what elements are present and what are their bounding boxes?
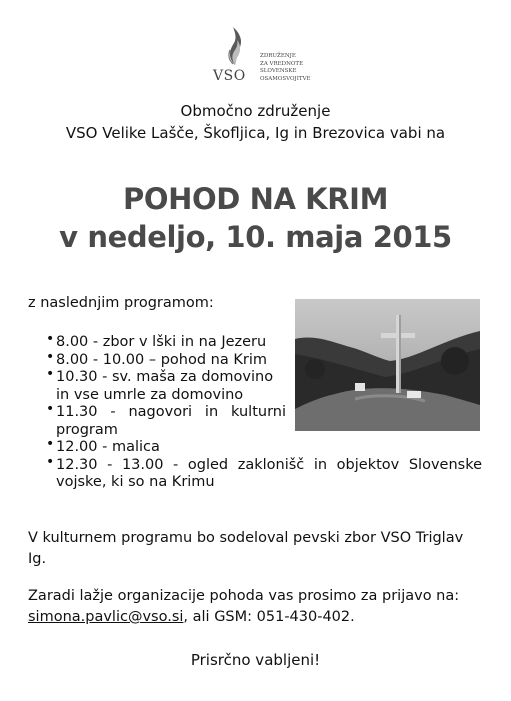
registration-paragraph <box>28 586 483 628</box>
list-item: • 8.00 - zbor v lški in na Jezeru <box>46 334 482 352</box>
program-list <box>46 334 482 492</box>
event-headline <box>0 180 511 256</box>
intro-line-2: VSO Velike Lašče, Škofljica, Ig in Brezovica vabi na <box>65 124 446 142</box>
list-item: • 12.30 - 13.00 - ogled zaklonišč in objektov Slovenske vojske, ki so na Krimu <box>46 457 482 492</box>
headline-title: POHOD NA KRIM <box>122 182 389 216</box>
logo-abbrev: VSO <box>213 68 246 84</box>
flame-icon <box>222 26 248 66</box>
logo-tagline: ZDRUŽENJE ZA VREDNOTE SLOVENSKE OSAMOSVOJITVE <box>260 53 311 82</box>
headline-date: v nedeljo, 10. maja 2015 <box>59 220 452 254</box>
closing-greeting: Prisrčno vabljeni! <box>190 651 321 669</box>
list-item: • 12.00 - malica <box>46 439 482 457</box>
intro-line-1: Območno združenje <box>180 102 331 120</box>
registration-text: Zaradi lažje organizacije pohoda vas prosimo za prijavo na: <box>28 588 460 604</box>
culture-paragraph: V kulturnem programu bo sodeloval pevski zbor VSO Triglav Ig. <box>28 530 464 567</box>
vso-logo <box>212 26 322 86</box>
intro-text <box>0 100 511 144</box>
list-item: • 8.00 - 10.00 – pohod na Krim <box>46 352 482 370</box>
list-item: • 11.30 - nagovori in kulturni program <box>46 404 286 439</box>
registration-phone: , ali GSM: 051-430-402. <box>183 609 355 625</box>
email-link[interactable]: simona.pavlic@vso.si <box>28 609 184 625</box>
list-item: • 10.30 - sv. maša za domovino in vse umrle za domovino <box>46 369 286 404</box>
program-title: z naslednjim programom: <box>28 295 214 311</box>
